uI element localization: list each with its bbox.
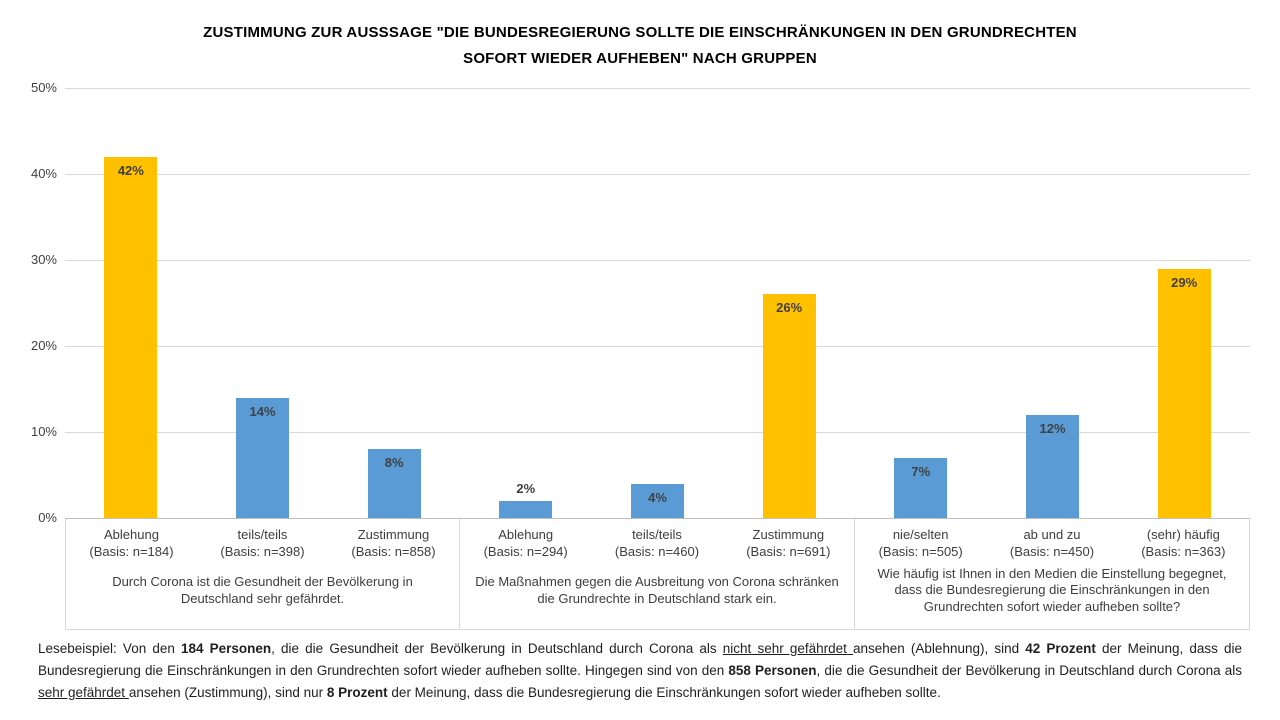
- category-name: Zustimmung: [752, 527, 825, 542]
- category-basis: (Basis: n=505): [878, 544, 963, 559]
- category-label: [986, 526, 1117, 560]
- group-box-1: [65, 519, 460, 630]
- group-box-2: [460, 519, 855, 630]
- category-name: ab und zu: [1023, 527, 1081, 542]
- category-basis: (Basis: n=691): [746, 544, 831, 559]
- bar-Zustimmung: [763, 294, 816, 518]
- footnote-segment: ansehen (Ablehnung), sind: [853, 641, 1026, 656]
- category-basis: (Basis: n=184): [89, 544, 174, 559]
- category-name: nie/selten: [892, 527, 949, 542]
- gridline-30%: [65, 260, 1250, 261]
- bar-Ablehung: [499, 501, 552, 518]
- category-label-row: [66, 519, 459, 560]
- footnote-segment: der Meinung, dass die Bundesregierung die Einschränkungen in den Grundrechten sofort wieder aufheben sollte. Hingegen sind von den: [38, 641, 1242, 678]
- category-name: Zustimmung: [357, 527, 430, 542]
- plot-area: [30, 80, 1250, 525]
- category-basis: (Basis: n=363): [1141, 544, 1226, 559]
- category-name: Ablehung: [104, 527, 159, 542]
- footnote-segment: 8 Prozent: [326, 685, 388, 700]
- y-axis-tick-label: 30%: [30, 252, 57, 267]
- bar-value-label: 14%: [249, 404, 276, 419]
- category-name: teils/teils: [237, 527, 288, 542]
- footnote-segment: , die die Gesundheit der Bevölkerung in Deutschland durch Corona als: [271, 641, 723, 656]
- category-label: [197, 526, 328, 560]
- category-axis-table: [65, 518, 1250, 630]
- bar-value-label: 7%: [911, 464, 931, 479]
- category-basis: (Basis: n=294): [483, 544, 568, 559]
- category-basis: (Basis: n=450): [1009, 544, 1095, 559]
- bar-value-label: 29%: [1171, 275, 1198, 290]
- bar-value-label: 2%: [516, 481, 536, 496]
- group-question: Die Maßnahmen gegen die Ausbreitung von Corona schränken die Grundrechte in Deutschland stark ein.: [475, 574, 839, 606]
- y-axis-tick-label: 10%: [30, 424, 57, 439]
- bar-value-label: 42%: [117, 163, 144, 178]
- footnote-segment: ansehen (Zustimmung), sind nur: [128, 685, 327, 700]
- footnote-segment: sehr gefährdet: [38, 685, 129, 700]
- bar--sehr)-häufig: [1158, 269, 1211, 518]
- bar-value-label: 8%: [384, 455, 404, 470]
- category-name: teils/teils: [632, 527, 682, 542]
- gridline-50%: [65, 88, 1250, 89]
- footnote-segment: 42 Prozent: [1025, 641, 1096, 656]
- footnote-segment: 858 Personen: [728, 663, 817, 678]
- bar-value-label: 4%: [648, 490, 667, 505]
- gridline-40%: [65, 174, 1250, 175]
- group-question: Wie häufig ist Ihnen in den Medien die Einstellung begegnet, dass die Bundesregierung die Einschränkungen in den Grundrechten sofort wieder aufheben sollte?: [877, 565, 1227, 614]
- category-label: [328, 526, 459, 560]
- category-label: [855, 526, 986, 560]
- category-basis: (Basis: n=398): [220, 544, 305, 559]
- bar-value-label: 26%: [776, 300, 803, 315]
- gridline-20%: [65, 346, 1250, 347]
- category-basis: (Basis: n=460): [614, 544, 700, 559]
- footnote-segment: nicht sehr gefährdet: [722, 641, 853, 656]
- footnote-segment: Lesebeispiel: Von den: [38, 641, 181, 656]
- y-axis-tick-label: 40%: [30, 166, 57, 181]
- bar-value-label: 12%: [1039, 421, 1066, 436]
- reading-example-note: [38, 638, 1242, 704]
- footnote-segment: der Meinung, dass die Bundesregierung die Einschränkungen sofort wieder aufheben sollte.: [387, 685, 941, 700]
- bar-Ablehung: [104, 157, 157, 518]
- category-label: [1118, 526, 1249, 560]
- category-basis: (Basis: n=858): [351, 544, 436, 559]
- category-name: (sehr) häufig: [1146, 527, 1220, 542]
- category-label: [66, 526, 197, 560]
- footnote-segment: 184 Personen: [180, 641, 272, 656]
- chart-title: ZUSTIMMUNG ZUR AUSSSAGE "DIE BUNDESREGIERUNG SOLLTE DIE EINSCHRÄNKUNGEN IN DEN GRUNDRECHTEN SOFORT WIEDER AUFHEBEN" NACH GRUPPEN: [203, 24, 1077, 67]
- y-axis-tick-label: 50%: [30, 80, 57, 95]
- y-axis-tick-label: 0%: [38, 510, 57, 525]
- category-label: [723, 526, 854, 560]
- category-label: [460, 526, 591, 560]
- group-question: Durch Corona ist die Gesundheit der Bevölkerung in Deutschland sehr gefährdet.: [112, 574, 413, 606]
- category-label: [591, 526, 722, 560]
- y-axis-tick-label: 20%: [30, 338, 57, 353]
- group-box-3: [855, 519, 1250, 630]
- category-name: Ablehung: [498, 527, 554, 542]
- footnote-segment: , die die Gesundheit der Bevölkerung in Deutschland durch Corona als: [816, 663, 1242, 678]
- category-label-row: [855, 519, 1249, 560]
- category-label-row: [460, 519, 854, 560]
